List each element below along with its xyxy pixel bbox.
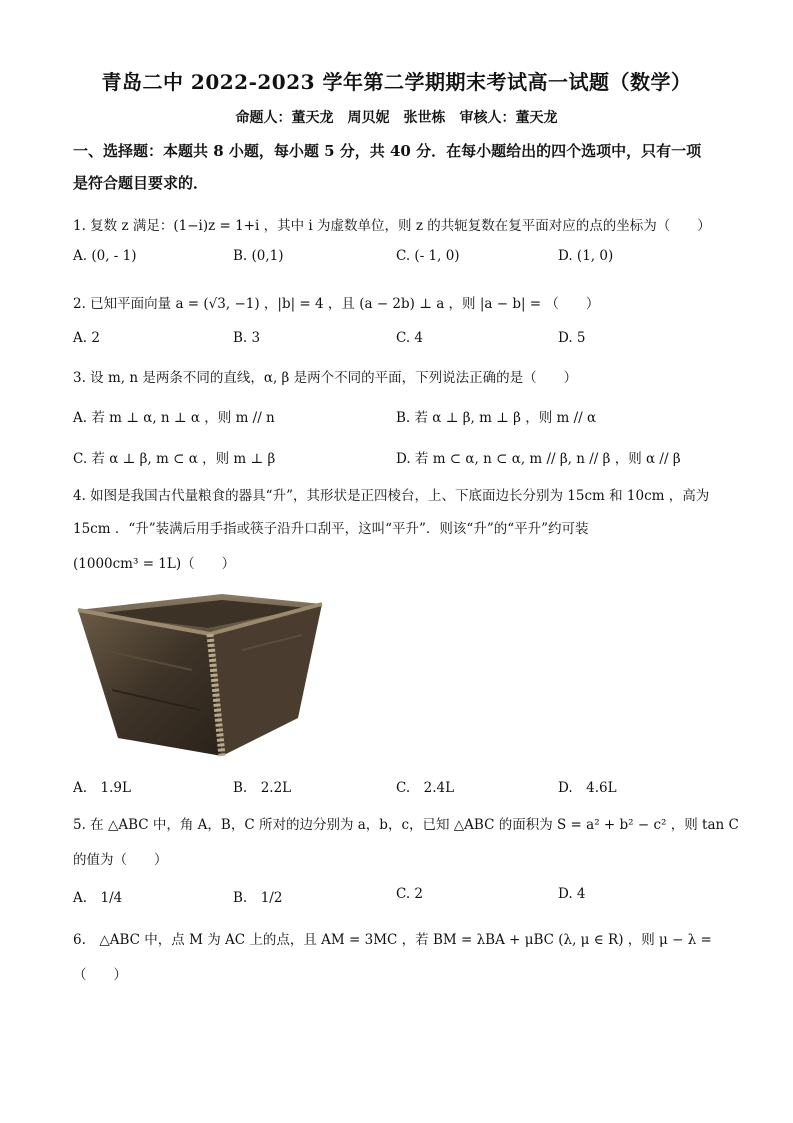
q3-option-d: D. 若 m ⊂ α, n ⊂ α, m // β, n // β ，则 α // β <box>396 451 681 467</box>
q5-line-1: 5. 在 △ABC 中，角 A，B，C 所对的边分别为 a，b，c，已知 △ABC 的面积为 S = a² + b² − c² ，则 tan C <box>73 817 739 833</box>
grain-measure-photo <box>72 590 330 758</box>
q5-line-2: 的值为（ ） <box>73 852 168 868</box>
q1-option-c: C. (- 1, 0) <box>396 248 460 264</box>
q5-option-c: C. 2 <box>396 886 424 902</box>
q4-option-b: B. 2.2L <box>233 780 292 796</box>
q6-line-2: （ ） <box>73 967 127 983</box>
q2-option-d: D. 5 <box>558 330 586 346</box>
q3-stem: 3. 设 m, n 是两条不同的直线，α, β 是两个不同的平面，下列说法正确的是（ ） <box>73 370 578 386</box>
q2-stem: 2. 已知平面向量 a = (√3, −1) ，|b| = 4 ，且 (a − 2b) ⊥ a ，则 |a − b| = （ ） <box>73 296 600 312</box>
q4-option-d: D. 4.6L <box>558 780 617 796</box>
q1-option-a: A. (0, - 1) <box>73 248 137 264</box>
q4-line-1: 4. 如图是我国古代量粮食的器具“升”，其形状是正四棱台，上、下底面边长分别为 15cm 和 10cm ，高为 <box>73 488 710 504</box>
q1-stem: 1. 复数 z 满足：(1−i)z = 1+i ，其中 i 为虚数单位，则 z 的共轭复数在复平面对应的点的坐标为（ ） <box>73 218 711 234</box>
q1-option-b: B. (0,1) <box>233 248 284 264</box>
q5-option-b: B. 1/2 <box>233 890 283 906</box>
q5-option-d: D. 4 <box>558 886 586 902</box>
q3-option-c: C. 若 α ⊥ β, m ⊂ α ，则 m ⊥ β <box>73 451 276 467</box>
q4-option-a: A. 1.9L <box>73 780 131 796</box>
section-heading-line-2: 是符合题目要求的． <box>73 174 209 192</box>
q4-line-2: 15cm ．“升”装满后用手指或筷子沿升口刮平，这叫“平升”．则该“升”的“平升”约可装 <box>73 521 589 537</box>
authors-line: 命题人：董天龙 周贝妮 张世栋 审核人：董天龙 <box>235 110 558 126</box>
q4-line-3: (1000cm³ = 1L)（ ） <box>73 556 236 572</box>
q5-option-a: A. 1/4 <box>73 890 123 906</box>
q4-option-c: C. 2.4L <box>396 780 455 796</box>
q3-option-a: A. 若 m ⊥ α, n ⊥ α ，则 m // n <box>73 410 275 426</box>
q2-option-b: B. 3 <box>233 330 261 346</box>
q2-option-a: A. 2 <box>73 330 100 346</box>
section-heading-line-1: 一、选择题：本题共 8 小题，每小题 5 分，共 40 分．在每小题给出的四个选项中，只有一项 <box>73 142 702 160</box>
q2-option-c: C. 4 <box>396 330 424 346</box>
q6-line-1: 6. △ABC 中，点 M 为 AC 上的点，且 AM = 3MC ，若 BM = λBA + μBC (λ, μ ∈ R) ，则 μ − λ = <box>73 932 712 948</box>
page-title: 青岛二中 2022-2023 学年第二学期期末考试高一试题（数学） <box>101 70 692 94</box>
q1-option-d: D. (1, 0) <box>558 248 614 264</box>
q3-option-b: B. 若 α ⊥ β, m ⊥ β ，则 m // α <box>396 410 597 426</box>
